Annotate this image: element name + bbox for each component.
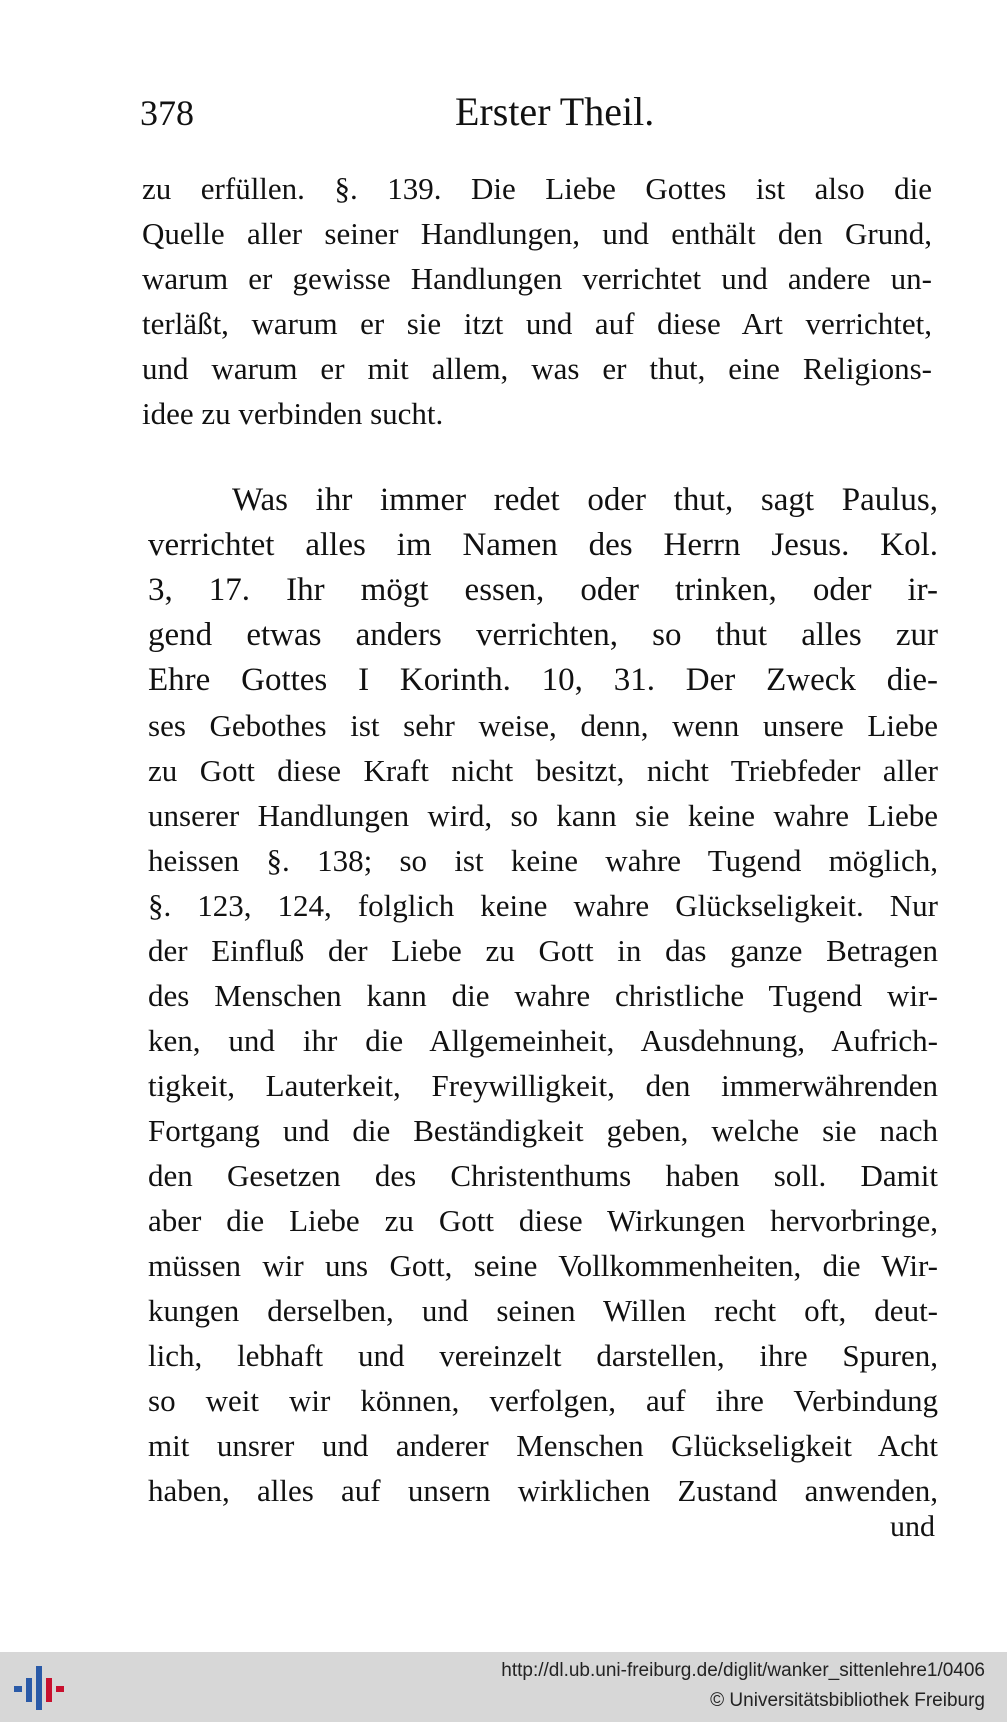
text-line: unserer Handlungen wird, so kann sie keine wahre Liebe <box>148 798 938 833</box>
text-line: heissen §. 138; so ist keine wahre Tugend möglich, <box>148 843 938 878</box>
text-line: 3, 17. Ihr mögt essen, oder trinken, oder ir- <box>148 572 938 608</box>
text-line: warum er gewisse Handlungen verrichtet und andere un- <box>142 261 932 296</box>
text-line: haben, alles auf unsern wirklichen Zustand anwenden, <box>148 1473 938 1508</box>
page-number: 378 <box>140 93 194 133</box>
text-line: den Gesetzen des Christenthums haben soll. Damit <box>148 1158 938 1193</box>
text-line: müssen wir uns Gott, seine Vollkommenheiten, die Wir- <box>148 1248 938 1283</box>
paragraph-1 <box>142 166 932 436</box>
text-line: zu Gott diese Kraft nicht besitzt, nicht Triebfeder aller <box>148 753 938 788</box>
text-line: und warum er mit allem, was er thut, eine Religions- <box>142 351 932 386</box>
footer-bar <box>0 1652 1007 1722</box>
ub-freiburg-logo-icon[interactable] <box>14 1662 64 1714</box>
text-line: Ehre Gottes I Korinth. 10, 31. Der Zweck die- <box>148 662 938 698</box>
text-line: zu erfüllen. §. 139. Die Liebe Gottes ist also die <box>142 171 932 206</box>
text-line: der Einfluß der Liebe zu Gott in das ganze Betragen <box>148 933 938 968</box>
text-line: ken, und ihr die Allgemeinheit, Ausdehnung, Aufrich- <box>148 1023 938 1058</box>
catchword: und <box>890 1510 935 1543</box>
source-url-link[interactable]: http://dl.ub.uni-freiburg.de/diglit/wanker_sittenlehre1/0406 <box>501 1660 985 1681</box>
text-line: idee zu verbinden sucht. <box>142 396 444 431</box>
text-line: gend etwas anders verrichten, so thut alles zur <box>148 617 938 653</box>
text-line: Was ihr immer redet oder thut, sagt Paulus, <box>232 482 938 518</box>
text-line: terläßt, warum er sie itzt und auf diese Art verrichtet, <box>142 306 932 341</box>
copyright-notice: © Universitätsbibliothek Freiburg <box>710 1690 985 1711</box>
text-line: verrichtet alles im Namen des Herrn Jesus. Kol. <box>148 527 938 563</box>
text-line: so weit wir können, verfolgen, auf ihre Verbindung <box>148 1383 938 1418</box>
text-line: Fortgang und die Beständigkeit geben, welche sie nach <box>148 1113 938 1148</box>
paragraph-2 <box>148 478 938 1513</box>
text-line: Quelle aller seiner Handlungen, und enthält den Grund, <box>142 216 932 251</box>
text-line: des Menschen kann die wahre christliche Tugend wir- <box>148 978 938 1013</box>
text-line: §. 123, 124, folglich keine wahre Glückseligkeit. Nur <box>148 888 938 923</box>
text-line: aber die Liebe zu Gott diese Wirkungen hervorbringe, <box>148 1203 938 1238</box>
text-line: ses Gebothes ist sehr weise, denn, wenn unsere Liebe <box>148 708 938 743</box>
text-line: tigkeit, Lauterkeit, Freywilligkeit, den immerwährenden <box>148 1068 938 1103</box>
text-line: mit unsrer und anderer Menschen Glückseligkeit Acht <box>148 1428 938 1463</box>
running-title: Erster Theil. <box>455 89 655 134</box>
text-line: lich, lebhaft und vereinzelt darstellen, ihre Spuren, <box>148 1338 938 1373</box>
text-line: kungen derselben, und seinen Willen recht oft, deut- <box>148 1293 938 1328</box>
